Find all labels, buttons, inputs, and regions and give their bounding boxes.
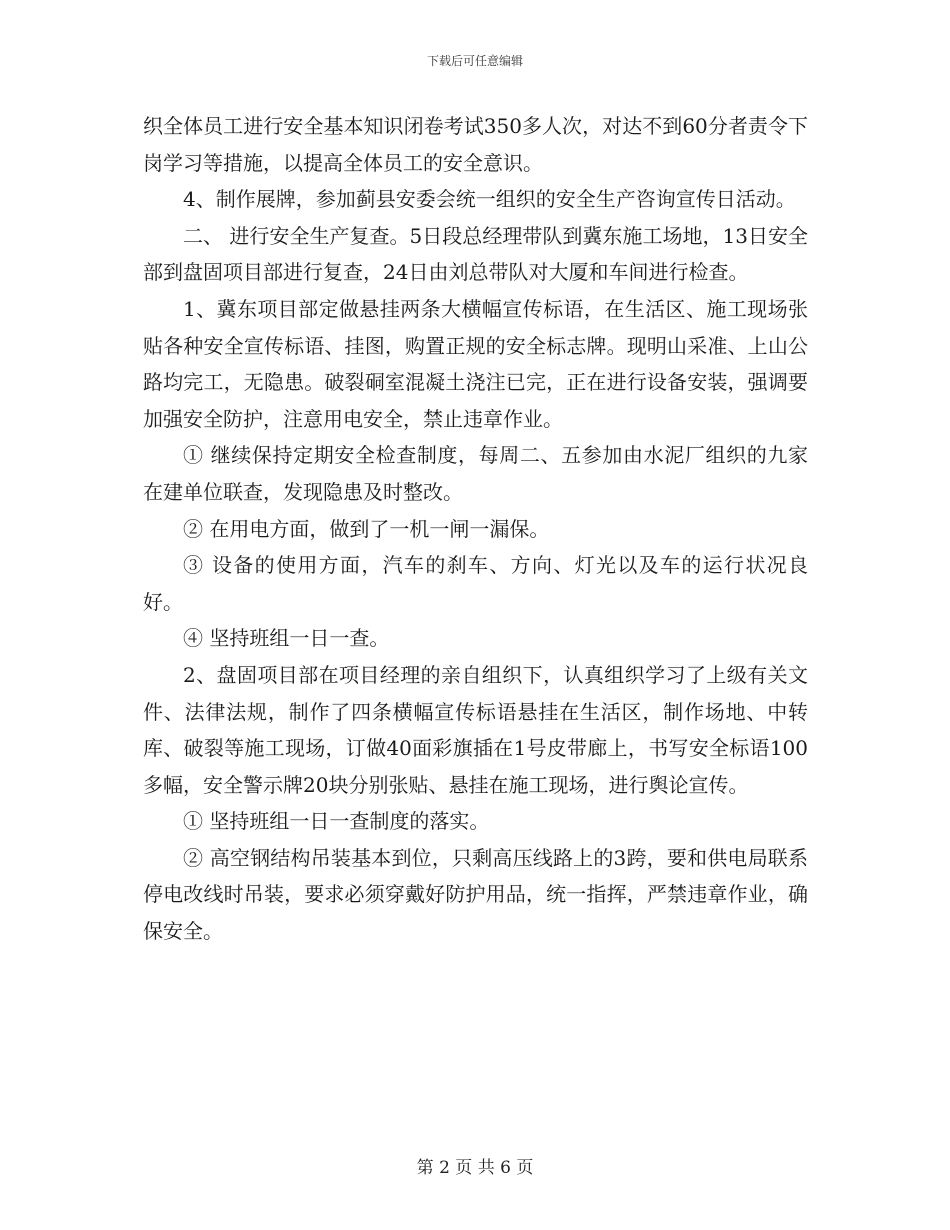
paragraph: ② 高空钢结构吊装基本到位，只剩高压线路上的3跨，要和供电局联系停电改线时吊装，要求必须穿戴好防护用品，统一指挥，严禁违章作业，确保安全。 xyxy=(143,845,808,944)
paragraph: ① 坚持班组一日一查制度的落实。 xyxy=(183,809,490,834)
paragraph: 二、 进行安全生产复查。5日段总经理带队到冀东施工场地，13日安全部到盘固项目部进行复查，24日由刘总带队对大厦和车间进行检查。 xyxy=(143,223,808,285)
document-body xyxy=(143,108,808,950)
page-number: 第 2 页 共 6 页 xyxy=(416,1158,534,1178)
paragraph: 织全体员工进行安全基本知识闭卷考试350多人次，对达不到60分者责令下岗学习等措施，以提高全体员工的安全意识。 xyxy=(143,114,808,175)
paragraph: ④ 坚持班组一日一查。 xyxy=(183,626,390,651)
paragraph: 2、盘固项目部在项目经理的亲自组织下，认真组织学习了上级有关文件、法律法规，制作了四条横幅宣传标语悬挂在生活区，制作场地、中转库、破裂等施工现场，订做40面彩旗插在1号皮带廊上，书写安全标语100多幅，安全警示牌20块分别张贴、悬挂在施工现场，进行舆论宣传。 xyxy=(143,662,808,797)
paragraph: ③ 设备的使用方面，汽车的刹车、方向、灯光以及车的运行状况良好。 xyxy=(143,553,808,614)
paragraph: ① 继续保持定期安全检查制度，每周二、五参加由水泥厂组织的九家在建单位联查，发现隐患及时整改。 xyxy=(143,443,808,504)
paragraph: 4、制作展牌，参加蓟县安委会统一组织的安全生产咨询宣传日活动。 xyxy=(183,187,796,212)
paragraph: 1、冀东项目部定做悬挂两条大横幅宣传标语，在生活区、施工现场张贴各种安全宣传标语、挂图，购置正规的安全标志牌。现明山采准、上山公路均完工，无隐患。破裂硐室混凝土浇注已完，正在进行设备安装，强调要加强安全防护，注意用电安全，禁止违章作业。 xyxy=(143,296,808,431)
page-header: 下载后可任意编辑 xyxy=(426,54,523,68)
paragraph: ② 在用电方面，做到了一机一闸一漏保。 xyxy=(183,516,550,541)
